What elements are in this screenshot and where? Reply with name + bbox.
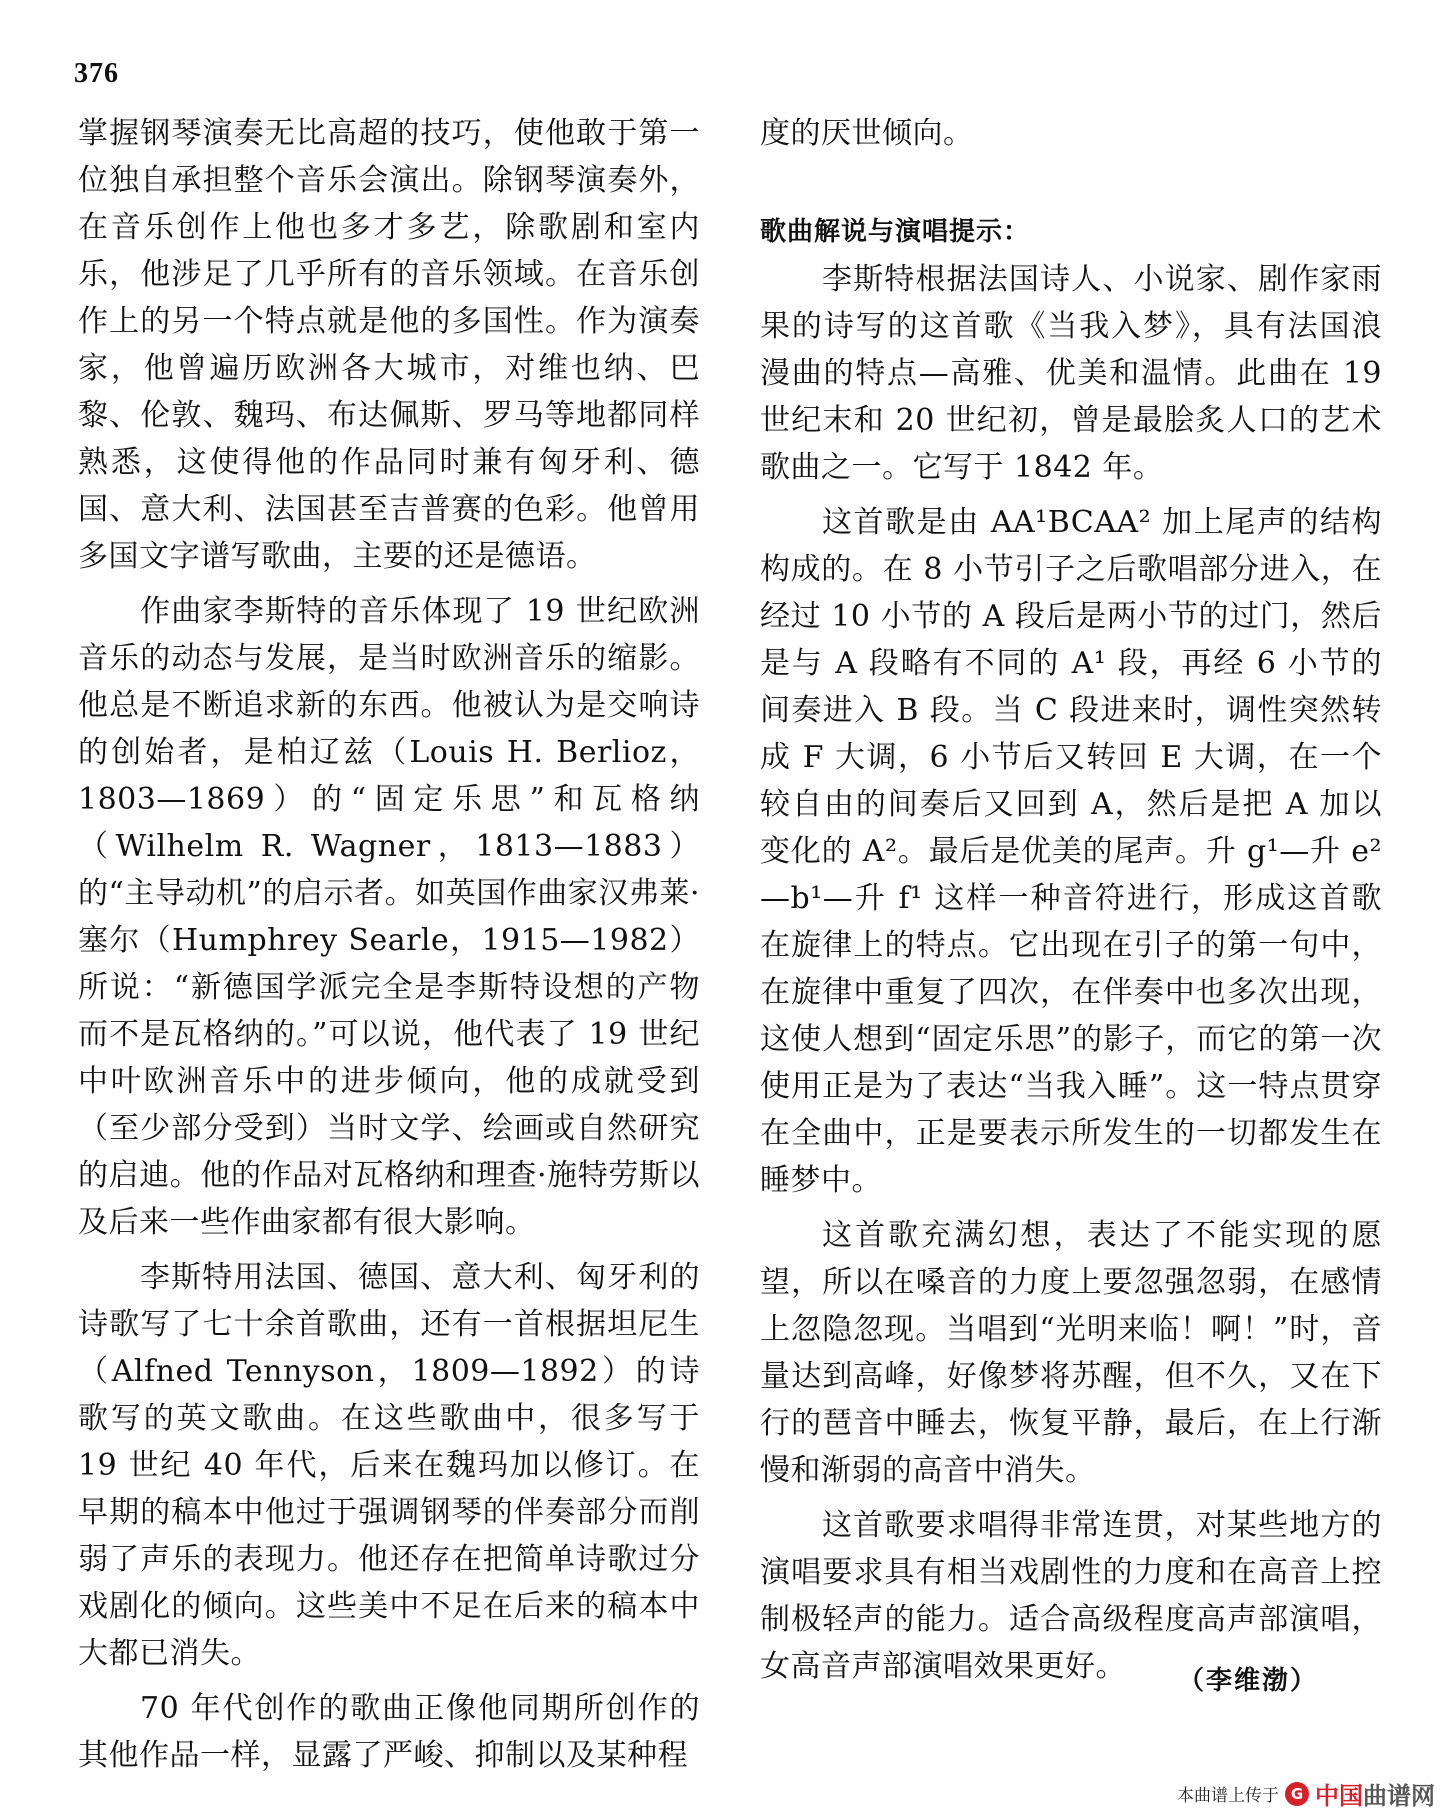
left-paragraph-1: 掌握钢琴演奏无比高超的技巧，使他敢于第一位独自承担整个音乐会演出。除钢琴演奏外，在音乐创作上他也多才多艺，除歌剧和室内乐，他涉足了几乎所有的音乐领域。在音乐创作上的另一个特点就是他的多国性。作为演奏家，他曾遍历欧洲各大城市，对维也纳、巴黎、伦敦、魏玛、布达佩斯、罗马等地都同样熟悉，这使得他的作品同时兼有匈牙利、德国、意大利、法国甚至吉普赛的色彩。他曾用多国文字谱写歌曲，主要的还是德语。 [78,116,700,574]
site-watermark [1177,1776,1435,1811]
right-paragraph-4: 这首歌要求唱得非常连贯，对某些地方的演唱要求具有相当戏剧性的力度和在高音上控制极轻声的能力。适合高级程度高声部演唱，女高音声部演唱效果更好。 [760,1508,1382,1684]
site-logo-tail: 曲谱网 [1363,1782,1435,1810]
author-signature: （李维渤） [1178,1666,1319,1696]
footer-text: 本曲谱上传于 [1177,1786,1279,1806]
left-paragraph-3: 李斯特用法国、德国、意大利、匈牙利的诗歌写了七十余首歌曲，还有一首根据坦尼生（Alfned Tennyson，1809—1892）的诗歌写的英文歌曲。在这些歌曲中，很多写于 19 世纪 40 年代，后来在魏玛加以修订。在早期的稿本中他过于强调钢琴的伴奏部分而削弱了声乐的表现力。他还存在把简单诗歌过分戏剧化的倾向。这些美中不足在后来的稿本中大都已消失。 [78,1260,700,1671]
site-logo-icon: G [1285,1782,1309,1806]
right-paragraph-1: 李斯特根据法国诗人、小说家、剧作家雨果的诗写的这首歌《当我入梦》，具有法国浪漫曲的特点—高雅、优美和温情。此曲在 19 世纪末和 20 世纪初，曾是最脍炙人口的艺术歌曲之一。它写于 1842 年。 [760,262,1382,485]
right-continuation: 度的厌世倾向。 [760,116,974,151]
left-paragraph-4: 70 年代创作的歌曲正像他同期所创作的其他作品一样，显露了严峻、抑制以及某种程 [78,1691,700,1773]
right-paragraph-2: 这首歌是由 AA¹BCAA² 加上尾声的结构构成的。在 8 小节引子之后歌唱部分进入，在经过 10 小节的 A 段后是两小节的过门，然后是与 A 段略有不同的 A¹ 段，再经 6 小节的间奏进入 B 段。当 C 段进来时，调性突然转成 F 大调，6 小节后又转回 E 大调，在一个较自由的间奏后又回到 A，然后是把 A 加以变化的 A²。最后是优美的尾声。升 g¹—升 e²—b¹—升 f¹ 这样一种音符进行，形成这首歌在旋律上的特点。它出现在引子的第一句中，在旋律中重复了四次，在伴奏中也多次出现，这使人想到“固定乐思”的影子，而它的第一次使用正是为了表达“当我入睡”。这一特点贯穿在全曲中，正是要表示所发生的一切都发生在睡梦中。 [760,505,1382,1198]
site-logo-text [1315,1776,1435,1811]
right-column [760,110,1382,1690]
section-heading: 歌曲解说与演唱提示： [760,217,1031,247]
site-logo-main: 中国 [1315,1782,1363,1810]
left-column [78,110,700,1779]
right-paragraph-3: 这首歌充满幻想，表达了不能实现的愿望，所以在嗓音的力度上要忽强忽弱，在感情上忽隐忽现。当唱到“光明来临！啊！”时，音量达到高峰，好像梦将苏醒，但不久，又在下行的琶音中睡去，恢复平静，最后，在上行渐慢和渐弱的高音中消失。 [760,1218,1382,1488]
left-paragraph-2: 作曲家李斯特的音乐体现了 19 世纪欧洲音乐的动态与发展，是当时欧洲音乐的缩影。他总是不断追求新的东西。他被认为是交响诗的创始者，是柏辽兹（Louis H. Berlioz，1803—1869）的“固定乐思”和瓦格纳（Wilhelm R. Wagner，1813—1883）的“主导动机”的启示者。如英国作曲家汉弗莱·塞尔（Humphrey Searle，1915—1982）所说：“新德国学派完全是李斯特设想的产物而不是瓦格纳的。”可以说，他代表了 19 世纪中叶欧洲音乐中的进步倾向，他的成就受到（至少部分受到）当时文学、绘画或自然研究的启迪。他的作品对瓦格纳和理查·施特劳斯以及后来一些作曲家都有很大影响。 [78,594,700,1240]
page-number: 376 [74,58,119,89]
